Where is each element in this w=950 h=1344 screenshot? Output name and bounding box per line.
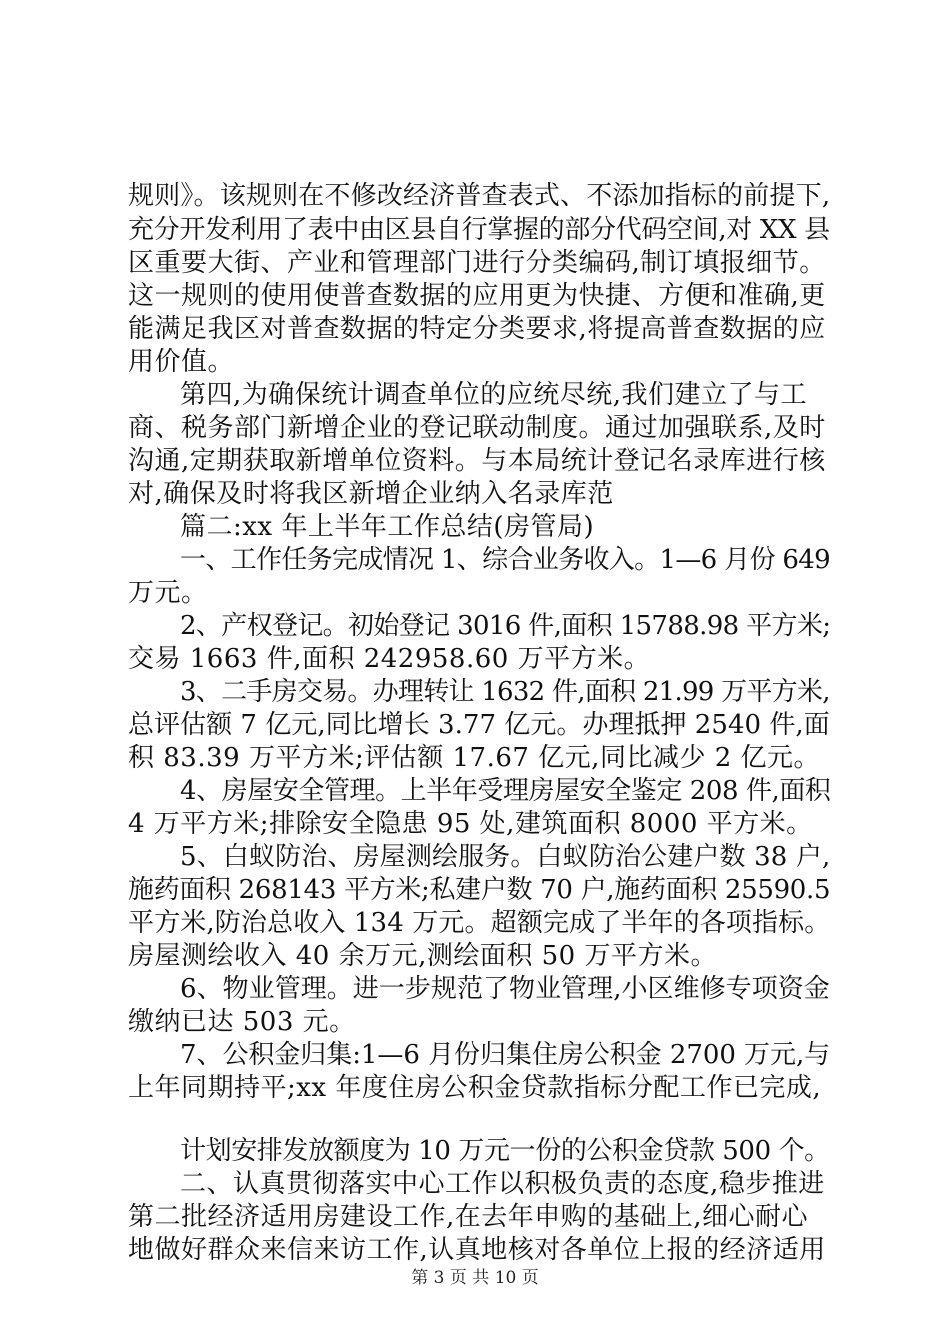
text-line: 用价值。 <box>128 347 235 377</box>
text-line: 上年同期持平;xx 年度住房公积金贷款指标分配工作已完成, <box>128 1073 822 1103</box>
text-line: 总评估额 7 亿元,同比增长 3.77 亿元。办理抵押 2540 件,面 <box>128 710 830 740</box>
text-line: 这一规则的使用使普查数据的应用更为快捷、方便和准确,更 <box>128 281 826 311</box>
text-line: 6、物业管理。进一步规范了物业管理,小区维修专项资金 <box>180 974 830 1004</box>
page-number-footer: 第 3 页 共 10 页 <box>411 1268 539 1288</box>
text-line: 缴纳已达 503 元。 <box>128 1007 356 1037</box>
text-line: 能满足我区对普查数据的特定分类要求,将提高普查数据的应 <box>128 314 826 344</box>
text-line: 对,确保及时将我区新增企业纳入名录库范 <box>128 479 614 509</box>
text-line: 充分开发利用了表中由区县自行掌握的部分代码空间,对 XX 县 <box>128 215 830 245</box>
text-line: 一、工作任务完成情况 1、综合业务收入。1—6 月份 649 <box>180 545 831 575</box>
text-line: 平方米,防治总收入 134 万元。超额完成了半年的各项指标。 <box>128 908 831 938</box>
text-line: 计划安排发放额度为 10 万元一份的公积金贷款 500 个。 <box>180 1136 830 1166</box>
text-line: 商、税务部门新增企业的登记联动制度。通过加强联系,及时 <box>128 413 826 443</box>
text-line: 第二批经济适用房建设工作,在去年申购的基础上,细心耐心 <box>128 1202 809 1232</box>
text-line: 地做好群众来信来访工作,认真地核对各单位上报的经济适用 <box>128 1235 826 1265</box>
text-line: 4、房屋安全管理。上半年受理房屋安全鉴定 208 件,面积 <box>180 776 831 806</box>
text-line: 2、产权登记。初始登记 3016 件,面积 15788.98 平方米; <box>180 611 831 641</box>
text-line: 万元。 <box>128 578 208 608</box>
text-line: 规则》。该规则在不修改经济普查表式、不添加指标的前提下, <box>128 181 831 211</box>
text-line: 7、公积金归集:1—6 月份归集住房公积金 2700 万元,与 <box>180 1040 831 1070</box>
text-line: 第四,为确保统计调查单位的应统尽统,我们建立了与工 <box>180 380 808 410</box>
text-line: 二、认真贯彻落实中心工作以积极负责的态度,稳步推进 <box>180 1169 825 1199</box>
text-line: 房屋测绘收入 40 余万元,测绘面积 50 万平方米。 <box>128 941 717 971</box>
text-line: 施药面积 268143 平方米;私建户数 70 户,施药面积 25590.5 <box>128 875 831 905</box>
text-line: 4 万平方米;排除安全隐患 95 处,建筑面积 8000 平方米。 <box>128 809 813 839</box>
section-heading: 篇二:xx 年上半年工作总结(房管局) <box>180 512 595 542</box>
text-line: 沟通,定期获取新增单位资料。与本局统计登记名录库进行核 <box>128 446 826 476</box>
text-line: 3、二手房交易。办理转让 1632 件,面积 21.99 万平方米, <box>180 677 830 707</box>
text-line: 区重要大街、产业和管理部门进行分类编码,制订填报细节。 <box>128 248 826 278</box>
text-line: 积 83.39 万平方米;评估额 17.67 亿元,同比减少 2 亿元。 <box>128 743 821 773</box>
text-line: 交易 1663 件,面积 242958.60 万平方米。 <box>128 644 651 674</box>
text-line: 5、白蚁防治、房屋测绘服务。白蚁防治公建户数 38 户, <box>180 842 831 872</box>
